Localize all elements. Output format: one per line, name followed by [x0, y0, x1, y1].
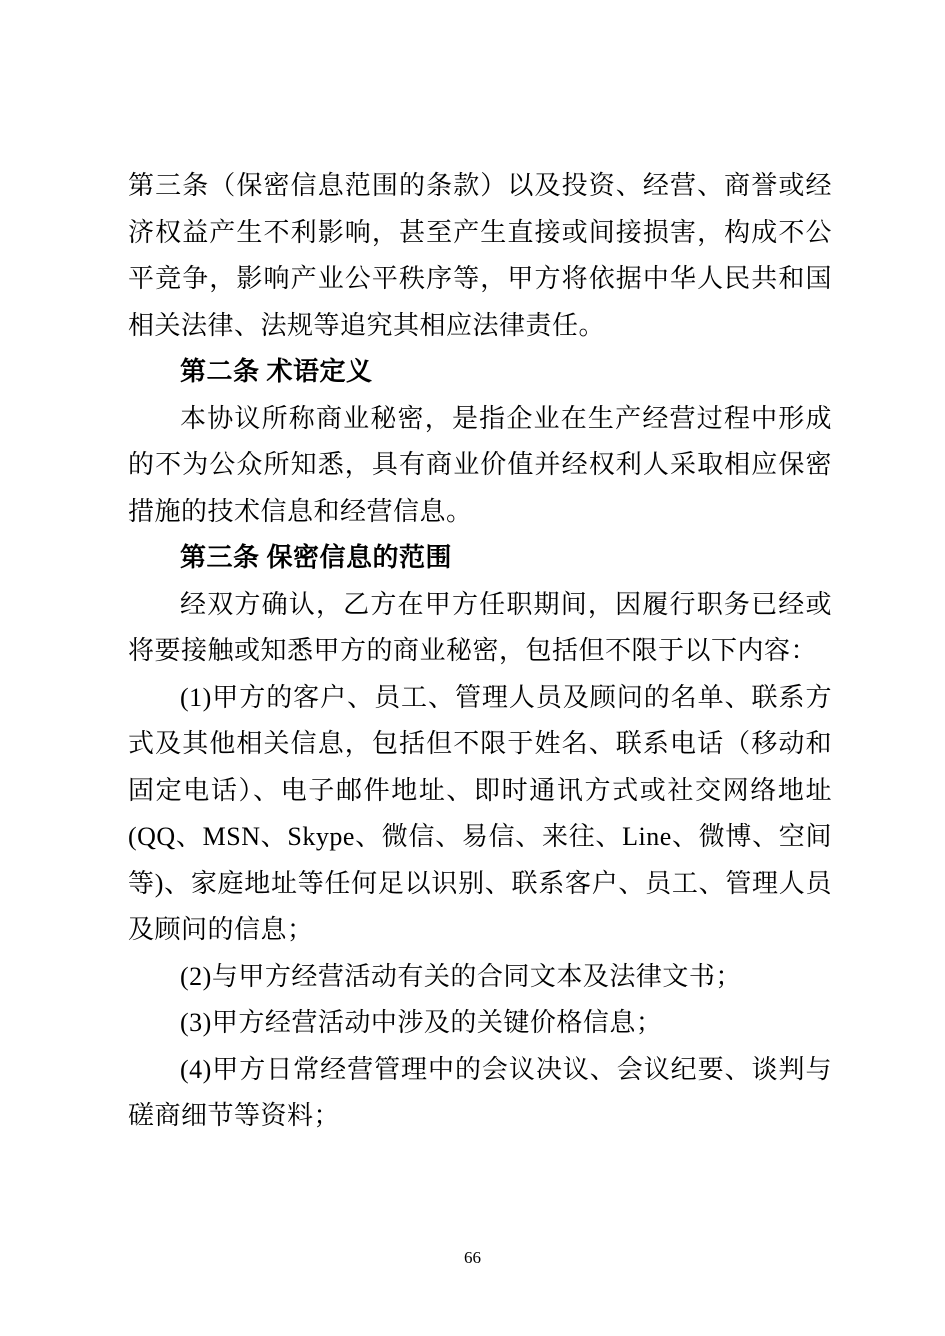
- paragraph-continuation-article-penalty: 第三条（保密信息范围的条款）以及投资、经营、商誉或经济权益产生不利影响，甚至产生直接或间接损害，构成不公平竞争，影响产业公平秩序等，甲方将依据中华人民共和国相关法律、法规等追究其相应法律责任。: [128, 171, 832, 340]
- paragraph-item-2-contracts: (2)与甲方经营活动有关的合同文本及法律文书；: [180, 961, 742, 991]
- page-footer: [0, 1248, 945, 1268]
- page-number: 66: [464, 1248, 481, 1267]
- section-heading-article-3-scope: 第三条 保密信息的范围: [180, 543, 453, 572]
- section-heading-article-2-terms: 第二条 术语定义: [180, 357, 373, 386]
- document-content: [128, 163, 832, 1140]
- paragraph-scope-intro: 经双方确认，乙方在甲方任职期间，因履行职务已经或将要接触或知悉甲方的商业秘密，包括但不限于以下内容：: [128, 589, 832, 665]
- paragraph-item-4-meetings: (4)甲方日常经营管理中的会议决议、会议纪要、谈判与磋商细节等资料；: [128, 1054, 832, 1130]
- paragraph-item-3-pricing: (3)甲方经营活动中涉及的关键价格信息；: [180, 1008, 663, 1037]
- paragraph-trade-secret-definition: 本协议所称商业秘密，是指企业在生产经营过程中形成的不为公众所知悉，具有商业价值并经权利人采取相应保密措施的技术信息和经营信息。: [128, 403, 832, 526]
- paragraph-item-1-contact-info: (1)甲方的客户、员工、管理人员及顾问的名单、联系方式及其他相关信息，包括但不限于姓名、联系电话（移动和固定电话）、电子邮件地址、即时通讯方式或社交网络地址(QQ、MSN、Skype、微信、易信、来往、Line、微博、空间等)、家庭地址等任何足以识别、联系客户、员工、管理人员及顾问的信息；: [128, 682, 832, 944]
